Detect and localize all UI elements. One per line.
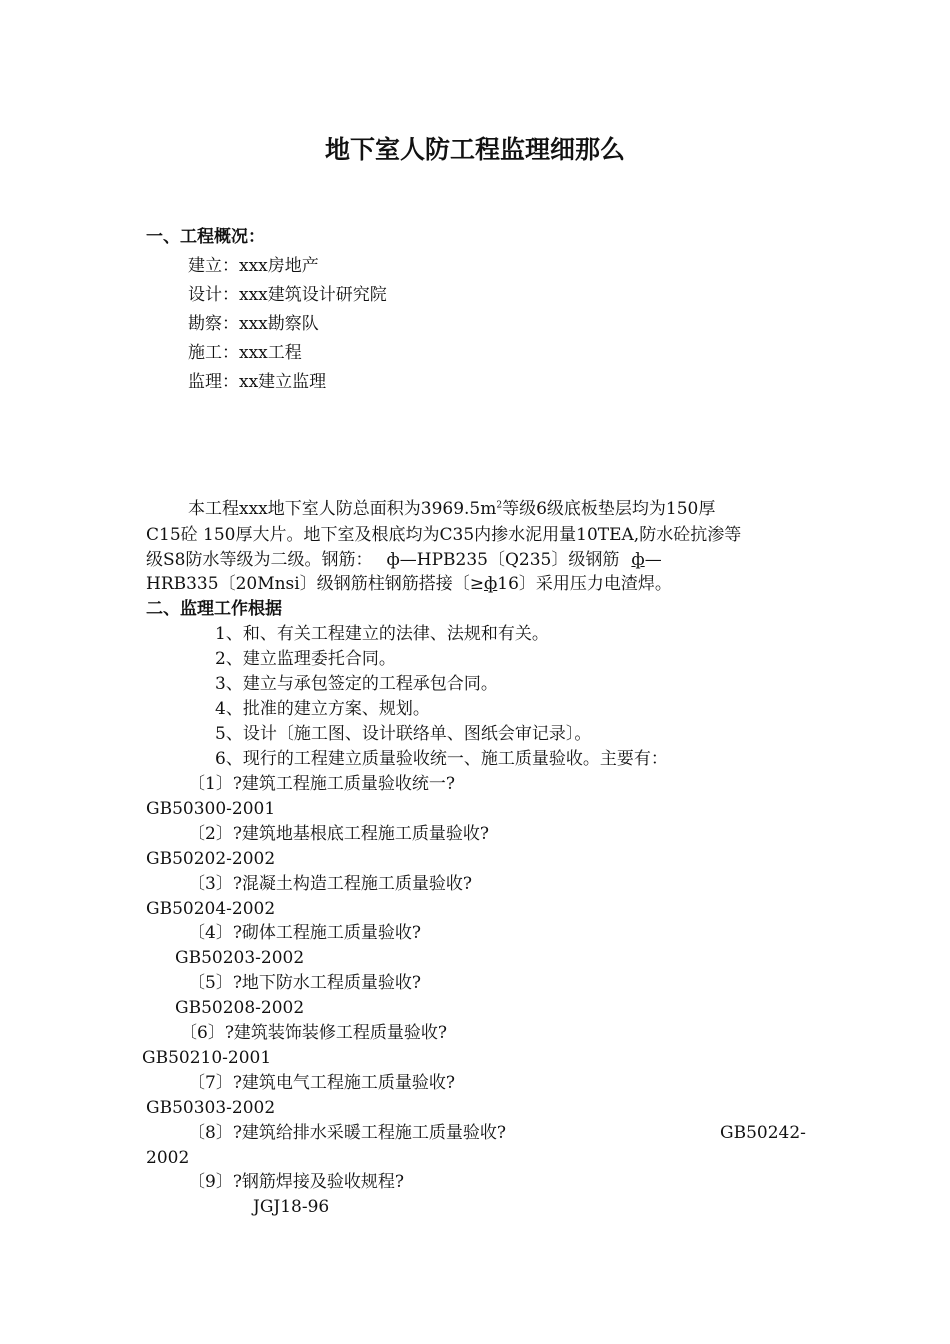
basis-item: 2、建立监理委托合同。	[215, 649, 396, 669]
basis-item: 6、现行的工程建立质量验收统一、施工质量验收。主要有：	[215, 749, 668, 769]
standard-name: 〔8〕?建筑给排水采暖工程施工质量验收?	[188, 1123, 507, 1143]
overview-item: 监理：xx建立监理	[188, 372, 327, 392]
standard-code: GB50204-2002	[146, 899, 276, 919]
overview-paragraph-line: C15砼 150厚大片。地下室及根底均为C35内掺水泥用量10TEA,防水砼抗渗等	[146, 525, 742, 545]
standard-code: GB50210-2001	[142, 1048, 272, 1068]
overview-item: 勘察：xxx勘察队	[188, 314, 319, 334]
standard-code: JGJ18-96	[253, 1197, 330, 1217]
standard-name: 〔6〕?建筑装饰装修工程质量验收?	[180, 1023, 448, 1043]
rebar-symbol: ф	[631, 550, 645, 570]
overview-text: 级S8防水等级为二级。钢筋：	[146, 550, 373, 570]
standard-code: 2002	[146, 1148, 190, 1168]
basis-item: 4、批准的建立方案、规划。	[215, 699, 430, 719]
standard-name: 〔1〕?建筑工程施工质量验收统一?	[188, 774, 456, 794]
rebar-symbol: ф	[483, 574, 498, 594]
standard-code: GB50300-2001	[146, 799, 276, 819]
standard-code: GB50242-	[720, 1123, 806, 1143]
overview-paragraph-line	[146, 548, 662, 572]
standard-name: 〔5〕?地下防水工程质量验收?	[188, 973, 422, 993]
overview-item: 设计：xxx建筑设计研究院	[188, 285, 387, 305]
overview-paragraph-line	[146, 572, 672, 596]
overview-text: 等级6级底板垫层均为150厚	[502, 499, 716, 519]
standard-code: GB50303-2002	[146, 1098, 276, 1118]
overview-text: 16〕采用压力电渣焊。	[497, 574, 672, 594]
standard-name: 〔3〕?混凝土构造工程施工质量验收?	[188, 874, 473, 894]
standard-name: 〔4〕?砌体工程施工质量验收?	[188, 923, 422, 943]
basis-item: 1、和、有关工程建立的法律、法规和有关。	[215, 624, 549, 644]
overview-paragraph-line	[188, 497, 715, 521]
standard-name: 〔7〕?建筑电气工程施工质量验收?	[188, 1073, 456, 1093]
standard-name: 〔2〕?建筑地基根底工程施工质量验收?	[188, 824, 490, 844]
section-heading-basis: 二、监理工作根据	[146, 599, 282, 619]
basis-item: 3、建立与承包签定的工程承包合同。	[215, 674, 498, 694]
standard-code: GB50208-2002	[175, 998, 305, 1018]
standard-code: GB50202-2002	[146, 849, 276, 869]
overview-text: 本工程xxx地下室人防总面积为3969.5m	[188, 499, 497, 519]
standard-code: GB50203-2002	[175, 948, 305, 968]
page-title: 地下室人防工程监理细那么	[324, 135, 625, 164]
section-heading-overview: 一、工程概况：	[146, 227, 265, 247]
overview-item: 施工：xxx工程	[188, 343, 302, 363]
standard-name: 〔9〕?钢筋焊接及验收规程?	[188, 1172, 405, 1192]
overview-text: ф—HPB235〔Q235〕级钢筋	[386, 550, 620, 570]
superscript: 2	[496, 500, 503, 511]
overview-item: 建立：xxx房地产	[188, 256, 319, 276]
overview-text: HRB335〔20Mnsi〕级钢筋柱钢筋搭接〔≥	[146, 574, 484, 594]
basis-item: 5、设计〔施工图、设计联络单、图纸会审记录〕。	[215, 724, 592, 744]
overview-text: —	[644, 550, 662, 570]
